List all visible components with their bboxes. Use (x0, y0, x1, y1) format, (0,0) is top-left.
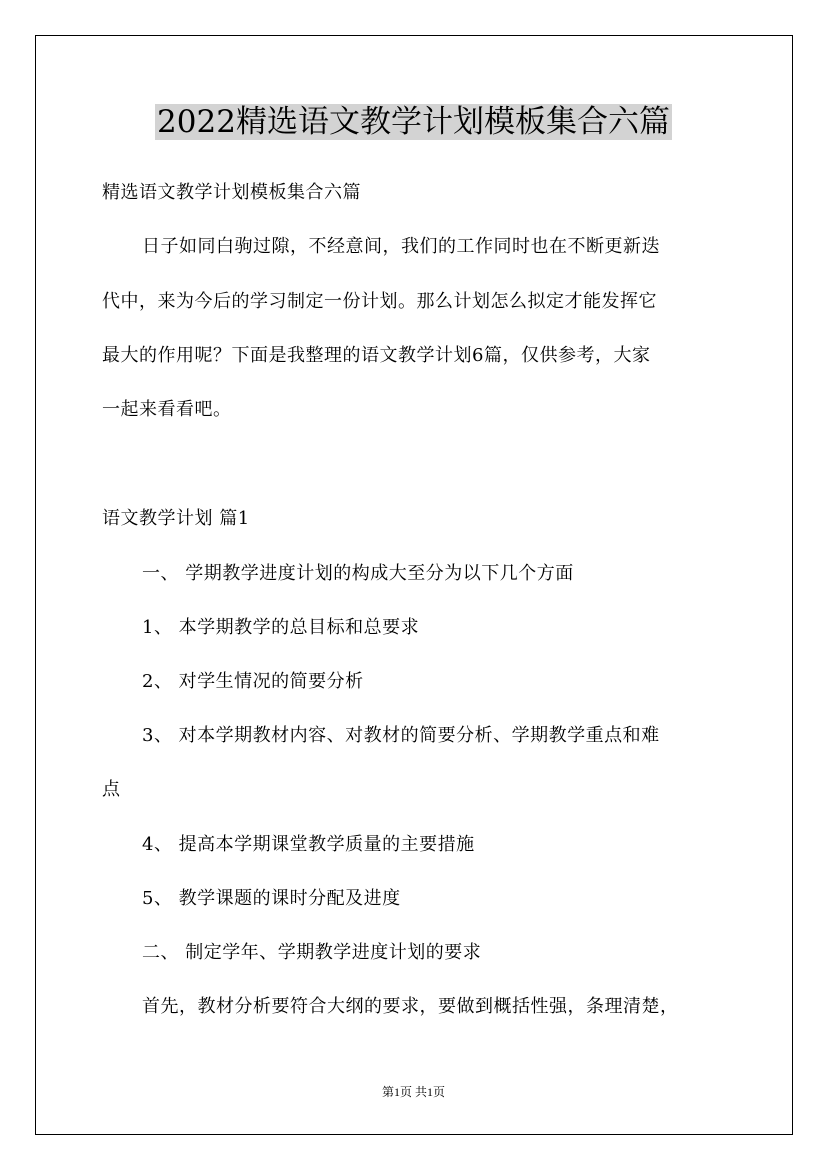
list-item: 一、 学期教学进度计划的构成大至分为以下几个方面 (142, 563, 574, 584)
paragraph-line: 首先，教材分析要符合大纲的要求，要做到概括性强，条理清楚， (142, 996, 679, 1017)
list-item-continuation: 点 (102, 779, 121, 800)
paragraph-line: 日子如同白驹过隙，不经意间，我们的工作同时也在不断更新迭 (142, 236, 660, 257)
list-item: 3、 对本学期教材内容、对教材的简要分析、学期教学重点和难 (142, 725, 660, 746)
paragraph-line: 代中，来为今后的学习制定一份计划。那么计划怎么拟定才能发挥它 (102, 291, 657, 312)
list-item: 1、 本学期教学的总目标和总要求 (142, 617, 420, 638)
paragraph-line: 一起来看看吧。 (102, 399, 232, 420)
list-item: 5、 教学课题的课时分配及进度 (142, 888, 401, 909)
list-item: 2、 对学生情况的简要分析 (142, 671, 364, 692)
page-footer: 第1页 共1页 (381, 1085, 445, 1099)
document-title: 2022精选语文教学计划模板集合六篇 (157, 104, 670, 140)
list-item: 二、 制定学年、学期教学进度计划的要求 (142, 942, 482, 963)
document-title-wrap (0, 102, 827, 142)
subtitle-line: 精选语文教学计划模板集合六篇 (102, 182, 361, 203)
section-heading: 语文教学计划 篇1 (102, 508, 250, 529)
list-item: 4、 提高本学期课堂教学质量的主要措施 (142, 834, 475, 855)
paragraph-line: 最大的作用呢？下面是我整理的语文教学计划6篇，仅供参考，大家 (102, 345, 651, 366)
